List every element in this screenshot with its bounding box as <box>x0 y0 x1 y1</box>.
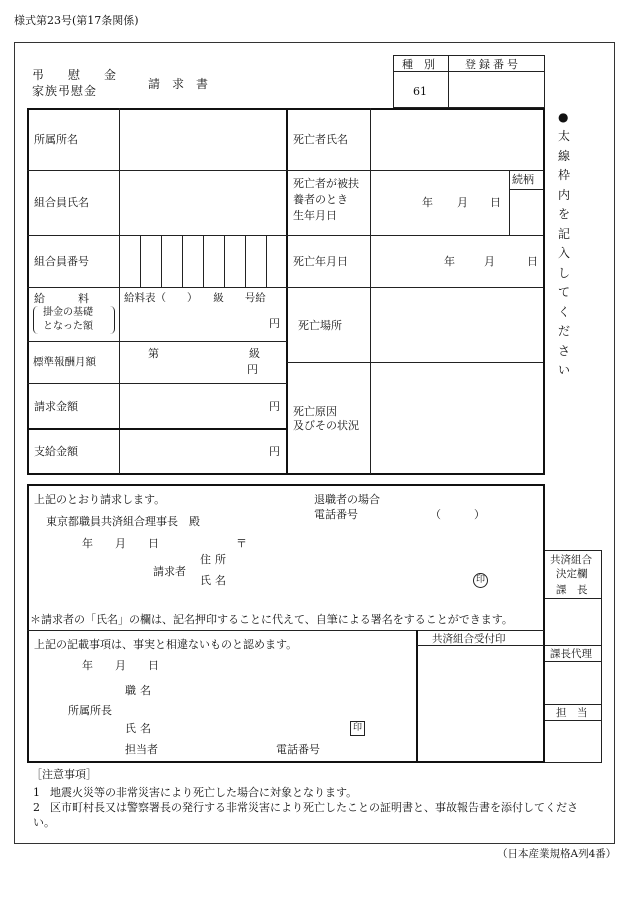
label-dep-3: 生年月日 <box>293 209 337 222</box>
note1: 地震火災等の非常災害により死亡した場合に対象となります。 <box>50 786 358 799</box>
side-bullet: ● <box>558 110 569 124</box>
decision-label-2: 決定欄 <box>556 568 588 580</box>
note2a: 区市町村長又は警察署長の発行する非常災害により死亡したことの証明書と、事故報告書を添付してくださ <box>50 801 578 814</box>
cert-date: 年 月 日 <box>82 659 159 672</box>
claim-retiree: 退職者の場合 <box>314 493 380 506</box>
label-relation: 続柄 <box>512 173 534 186</box>
label-salary-note2: となった額 <box>43 321 93 332</box>
deputy-chief-label: 課長代理 <box>550 648 592 660</box>
death-nen: 年 <box>444 255 455 268</box>
label-salary: 給 料 <box>34 292 89 305</box>
footer: （日本産業規格A列4番） <box>497 848 617 860</box>
notes-header: ［注意事項］ <box>31 768 97 781</box>
cert-name: 氏名 <box>125 722 155 735</box>
regno-header: 登録番号 <box>465 58 521 71</box>
std-yen: 円 <box>247 363 258 376</box>
cert-seal: 印 <box>350 721 365 736</box>
std-dai: 第 <box>148 347 159 360</box>
claim-addressee: 東京都職員共済組合理事長 殿 <box>46 515 200 528</box>
decision-label-1: 共済組合 <box>550 554 592 566</box>
pay-yen: 円 <box>269 445 280 458</box>
request-amount-input[interactable] <box>120 384 285 428</box>
note2-num: 2 <box>33 801 40 814</box>
deceased-name-input[interactable] <box>371 110 543 170</box>
cert-title: 職名 <box>125 684 155 697</box>
death-place-input[interactable] <box>371 288 543 362</box>
label-cause-2: 及びその状況 <box>293 419 359 432</box>
claim-claimant: 請求者 <box>153 565 186 578</box>
salary-yen: 円 <box>269 317 280 330</box>
label-dep-1: 死亡者が被扶 <box>293 177 359 190</box>
claim-address-input[interactable] <box>250 552 410 566</box>
label-std-monthly: 標準報酬月額 <box>33 356 96 368</box>
claim-address: 住所 <box>200 553 230 566</box>
label-salary-table: 給料表（ ） 級 号給 <box>124 292 266 304</box>
receipt-stamp-area[interactable] <box>418 646 543 761</box>
claim-statement: 上記のとおり請求します。 <box>34 493 166 506</box>
label-death-place: 死亡場所 <box>298 319 342 332</box>
cert-statement: 上記の記載事項は、事実と相違ないものと認めます。 <box>34 638 298 651</box>
cert-head: 所属所長 <box>68 704 112 717</box>
regno-input[interactable] <box>449 72 544 107</box>
label-cause-1: 死亡原因 <box>293 405 337 418</box>
section-chief-label: 課 長 <box>556 584 588 596</box>
title-line1: 弔 慰 金 <box>32 68 117 82</box>
note1-num: 1 <box>33 786 40 799</box>
label-salary-note1: 掛金の基礎 <box>43 307 93 318</box>
side-note: 太線枠内を記入してください <box>557 129 570 377</box>
dob-tsuki: 月 <box>457 196 468 209</box>
kind-header: 種 別 <box>402 58 435 71</box>
label-affiliation: 所属所名 <box>34 133 78 146</box>
request-yen: 円 <box>269 400 280 413</box>
form-id: 様式第23号(第17条関係) <box>14 14 139 27</box>
claim-postal: 〒 <box>236 537 247 550</box>
note-sign: ＊請求者の「氏名」の欄は、記名押印することに代えて、自筆による署名をすることができます。 <box>30 613 513 626</box>
label-deceased-name: 死亡者氏名 <box>293 133 348 146</box>
std-kyu: 級 <box>249 347 260 360</box>
kind-value: 61 <box>413 85 427 98</box>
label-member-no: 組合員番号 <box>34 255 89 268</box>
cause-input[interactable] <box>371 363 543 473</box>
label-death-date: 死亡年月日 <box>293 255 348 268</box>
cert-contact: 担当者 <box>125 743 158 756</box>
label-dep-2: 養者のとき <box>293 193 348 206</box>
member-name-input[interactable] <box>120 171 285 235</box>
death-hi: 日 <box>527 255 538 268</box>
label-member-name: 組合員氏名 <box>34 196 89 209</box>
staff-label: 担 当 <box>556 707 588 719</box>
claim-name-input[interactable] <box>250 573 460 587</box>
claim-phone-paren: （ ） <box>430 508 485 521</box>
affiliation-input[interactable] <box>120 110 285 170</box>
dob-hi: 日 <box>490 196 501 209</box>
claim-name: 氏名 <box>200 574 230 587</box>
label-request-amount: 請求金額 <box>34 400 78 413</box>
title-line2: 家族弔慰金 <box>32 84 98 98</box>
claim-phone: 電話番号 <box>314 508 358 521</box>
label-pay-amount: 支給金額 <box>34 445 78 458</box>
claim-date: 年 月 日 <box>82 537 159 550</box>
title-main: 請 求 書 <box>148 77 209 91</box>
dob-nen: 年 <box>422 196 433 209</box>
claim-seal: 印 <box>473 573 488 588</box>
cert-phone: 電話番号 <box>276 743 320 756</box>
receipt-stamp-label: 共済組合受付印 <box>432 633 506 645</box>
note2b: い。 <box>33 816 55 829</box>
death-tsuki: 月 <box>484 255 495 268</box>
